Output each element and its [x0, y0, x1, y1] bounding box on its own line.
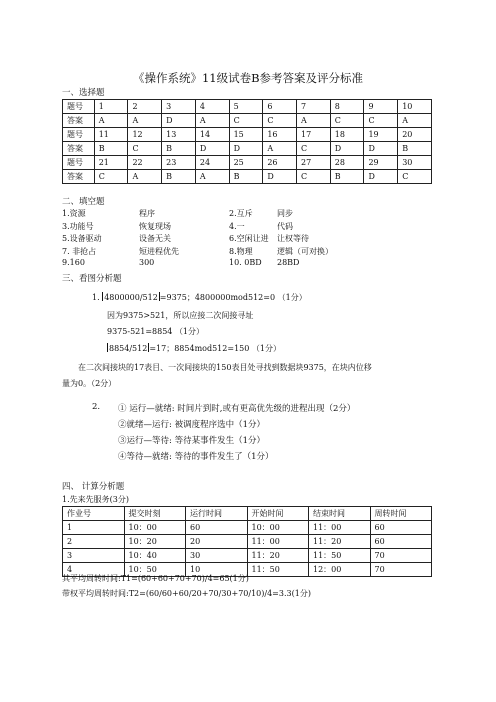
- answer-table-cell: D: [195, 142, 229, 156]
- section3-heading: 三、看图分析题: [62, 274, 122, 284]
- fcfs-table-cell: 3: [63, 549, 125, 563]
- q1-line1: [92, 292, 307, 303]
- answer-table-cell: C: [94, 170, 128, 184]
- answer-table-row-label: 答案: [63, 114, 95, 128]
- fill-blank-item: 8.物理: [229, 246, 253, 256]
- answer-table-cell: B: [398, 142, 432, 156]
- answer-table-cell: 27: [297, 156, 331, 170]
- fcfs-table-cell: 20: [186, 535, 248, 549]
- q1-expr2: 8854/512: [109, 344, 148, 353]
- fcfs-table-cell: 11：00: [309, 521, 371, 535]
- answer-table-row: [63, 156, 432, 170]
- answer-table-cell: 7: [297, 100, 331, 114]
- fcfs-table-cell: 11：50: [247, 563, 309, 577]
- fcfs-table-cell: 70: [370, 549, 432, 563]
- fill-blank-item: 300: [139, 258, 155, 267]
- answer-table-cell: B: [229, 170, 263, 184]
- answer-table-cell: A: [195, 114, 229, 128]
- fcfs-table-header: 开始时间: [247, 507, 309, 521]
- answer-table: [62, 99, 432, 184]
- answer-table-cell: 6: [263, 100, 297, 114]
- answer-table-cell: C: [229, 114, 263, 128]
- q2-line-2: ②就绪—运行: 被调度程序选中（1分）: [118, 420, 265, 430]
- fcfs-table-cell: 11：00: [247, 535, 309, 549]
- answer-table-cell: C: [263, 114, 297, 128]
- q1-conclusion-1: 在二次间接块的17表目、一次间接块的150表目处寻找到数据块9375，在块内位移: [78, 363, 372, 372]
- fill-blank-item: 让权等待: [277, 234, 309, 243]
- fill-blank-item: 7. 非抢占: [62, 246, 97, 256]
- answer-table-cell: A: [195, 170, 229, 184]
- fill-blank-item: 3.功能号: [62, 221, 94, 231]
- fcfs-table-row: [63, 535, 432, 549]
- q1-expr1: 4800000/512: [104, 293, 158, 302]
- answer-table-cell: B: [162, 142, 196, 156]
- q2-number: 2.: [92, 402, 101, 412]
- fill-blank-item: 6.空闲让进: [229, 234, 269, 243]
- answer-table-row: [63, 170, 432, 184]
- answer-table-cell: C: [128, 142, 162, 156]
- section1-heading: 一、选择题: [62, 88, 105, 98]
- answer-table-cell: B: [162, 170, 196, 184]
- answer-table-cell: 23: [162, 156, 196, 170]
- fcfs-table-cell: 2: [63, 535, 125, 549]
- answer-table-row-label: 答案: [63, 170, 95, 184]
- fcfs-table-row: [63, 521, 432, 535]
- q2-line-4: ④等待—就绪: 等待的事件发生了（1分）: [118, 452, 274, 462]
- answer-table-cell: A: [398, 114, 432, 128]
- section4-subheading: 1.先来先服务(3分): [62, 495, 129, 504]
- fill-blank-item: 2.互斥: [229, 209, 253, 218]
- answer-table-cell: 4: [195, 100, 229, 114]
- fill-blank-item: 恢复现场: [139, 221, 171, 231]
- fill-blank-item: 短进程优先: [139, 246, 179, 256]
- q1-line3: 9375-521=8854 （1分）: [107, 327, 205, 336]
- fill-blank-item: 逻辑（可对换）: [277, 246, 333, 256]
- answer-table-cell: A: [297, 114, 331, 128]
- fcfs-table-row: [63, 549, 432, 563]
- fcfs-table-cell: 1: [63, 521, 125, 535]
- fill-blank-item: 程序: [139, 209, 155, 218]
- answer-table-cell: 24: [195, 156, 229, 170]
- fill-blank-item: 28BD: [277, 258, 300, 267]
- answer-table-cell: 20: [398, 128, 432, 142]
- answer-table-cell: C: [330, 114, 364, 128]
- answer-table-cell: 21: [94, 156, 128, 170]
- fcfs-table-header: 周转时间: [370, 507, 432, 521]
- answer-table-cell: 29: [364, 156, 398, 170]
- answer-table-cell: D: [364, 142, 398, 156]
- answer-table-row: [63, 100, 432, 114]
- fcfs-table-header: 结束时间: [309, 507, 371, 521]
- q2-line-3: ③运行—等待: 等待某事件发生（1分）: [118, 436, 265, 446]
- section4-heading: 四、 计算分析题: [62, 482, 125, 492]
- answer-table-cell: C: [398, 170, 432, 184]
- fill-blank-item: 设备无关: [139, 234, 171, 243]
- answer-table-cell: 15: [229, 128, 263, 142]
- answer-table-cell: 26: [263, 156, 297, 170]
- fcfs-table-header: 作业号: [63, 507, 125, 521]
- avg-weighted-turnaround: 带权平均周转时间:T2=(60/60+60/20+70/30+70/10)/4=3.3(1分): [62, 589, 311, 598]
- answer-table-row: [63, 142, 432, 156]
- answer-table-cell: 5: [229, 100, 263, 114]
- answer-table-row: [63, 128, 432, 142]
- answer-table-cell: 8: [330, 100, 364, 114]
- fill-blank-item: 代码: [277, 221, 293, 231]
- q1-rest1: =9375；4800000mod512=0 （1分）: [159, 293, 307, 302]
- fill-blank-item: 10. 0BD: [229, 258, 262, 267]
- answer-table-cell: B: [330, 170, 364, 184]
- fcfs-table-cell: 10：50: [124, 563, 186, 577]
- answer-table-cell: A: [128, 170, 162, 184]
- fill-blank-item: 1.资源: [62, 209, 86, 218]
- answer-table-row-label: 题号: [63, 128, 95, 142]
- page-title: 《操作系统》11级试卷B参考答案及评分标准: [132, 71, 364, 85]
- fcfs-table-cell: 30: [186, 549, 248, 563]
- fill-blank-item: 4.一: [229, 221, 245, 231]
- fcfs-table-cell: 4: [63, 563, 125, 577]
- answer-table-row-label: 答案: [63, 142, 95, 156]
- answer-table-cell: D: [364, 170, 398, 184]
- answer-table-cell: 10: [398, 100, 432, 114]
- avg-turnaround: 其平均周转时间:T1=(60+60+70+70)/4=65(1分): [62, 574, 249, 583]
- q1-line4: [107, 343, 281, 354]
- answer-table-cell: D: [162, 114, 196, 128]
- answer-table-cell: 1: [94, 100, 128, 114]
- fcfs-table-header: 运行时间: [186, 507, 248, 521]
- answer-table-cell: 14: [195, 128, 229, 142]
- fcfs-table-cell: 12：00: [309, 563, 371, 577]
- answer-table-cell: 3: [162, 100, 196, 114]
- fcfs-table-cell: 60: [370, 535, 432, 549]
- answer-table-cell: A: [263, 142, 297, 156]
- fcfs-table-cell: 10：00: [124, 521, 186, 535]
- answer-table-cell: 12: [128, 128, 162, 142]
- fcfs-table-cell: 11：20: [247, 549, 309, 563]
- answer-table-cell: A: [128, 114, 162, 128]
- answer-table-cell: 30: [398, 156, 432, 170]
- answer-table-cell: 19: [364, 128, 398, 142]
- fcfs-table-cell: 11：50: [309, 549, 371, 563]
- answer-table-cell: C: [297, 142, 331, 156]
- answer-table-cell: B: [94, 142, 128, 156]
- fill-blank-item: 5.设备驱动: [62, 234, 102, 243]
- answer-table-cell: D: [263, 170, 297, 184]
- answer-table-row-label: 题号: [63, 156, 95, 170]
- fcfs-table: [62, 506, 432, 577]
- answer-table-cell: 28: [330, 156, 364, 170]
- fill-blank-item: 9.160: [62, 258, 85, 267]
- fcfs-table-cell: 60: [370, 521, 432, 535]
- answer-table-cell: 17: [297, 128, 331, 142]
- answer-table-cell: 9: [364, 100, 398, 114]
- floor-left-bracket: [107, 343, 108, 352]
- answer-table-cell: 25: [229, 156, 263, 170]
- fcfs-table-cell: 11：20: [309, 535, 371, 549]
- fcfs-table-cell: 60: [186, 521, 248, 535]
- fcfs-table-header: 提交时刻: [124, 507, 186, 521]
- fcfs-table-cell: 10：40: [124, 549, 186, 563]
- answer-table-cell: A: [94, 114, 128, 128]
- answer-table-cell: D: [229, 142, 263, 156]
- answer-table-cell: 11: [94, 128, 128, 142]
- fcfs-table-cell: 10: [186, 563, 248, 577]
- answer-table-row: [63, 114, 432, 128]
- answer-table-cell: 22: [128, 156, 162, 170]
- answer-table-cell: 2: [128, 100, 162, 114]
- fcfs-table-header-row: [63, 507, 432, 521]
- q1-conclusion-2: 量为0。（2分）: [62, 379, 117, 388]
- answer-table-cell: 18: [330, 128, 364, 142]
- answer-table-cell: 16: [263, 128, 297, 142]
- q1-number: 1.: [92, 293, 100, 302]
- fcfs-table-cell: 10：20: [124, 535, 186, 549]
- fcfs-table-cell: 70: [370, 563, 432, 577]
- q2-line-1: ① 运行—就绪: 时间片到时,或有更高优先级的进程出现（2分）: [118, 404, 356, 414]
- q1-line2: 因为9375>521，所以应接二次间接寻址: [107, 311, 254, 320]
- section2-heading: 二、填空题: [62, 197, 105, 207]
- answer-table-cell: 13: [162, 128, 196, 142]
- fcfs-table-cell: 10：00: [247, 521, 309, 535]
- answer-table-cell: C: [297, 170, 331, 184]
- answer-table-cell: C: [364, 114, 398, 128]
- q1-rest2: =17；8854mod512=150 （1分）: [149, 344, 281, 353]
- answer-table-cell: D: [330, 142, 364, 156]
- answer-table-row-label: 题号: [63, 100, 95, 114]
- fill-blank-item: 同步: [277, 209, 293, 218]
